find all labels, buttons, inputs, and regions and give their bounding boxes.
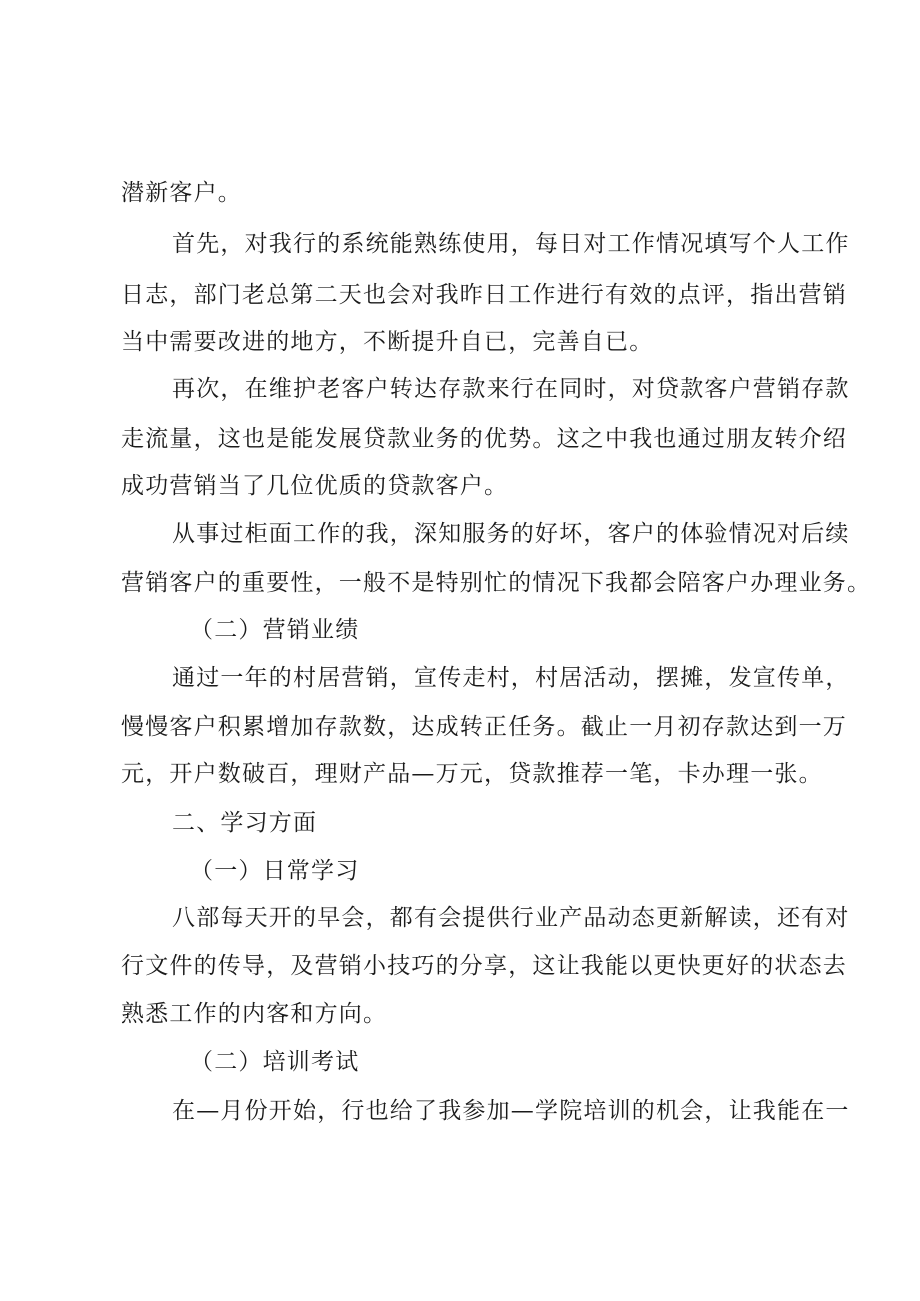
text-line: 走流量，这也是能发展贷款业务的优势。这之中我也通过朋友转介绍 [121,426,847,452]
text-line: 在—月份开始，行也给了我参加—学院培训的机会，让我能在一 [172,1098,850,1124]
text-line: 八部每天开的早会，都有会提供行业产品动态更新解读，还有对 [172,905,850,931]
text-line: 首先，对我行的系统能熟练使用，每日对工作情况填写个人工作 [172,231,850,257]
text-line: 熟悉工作的内客和方向。 [121,1001,388,1027]
text-line: 通过一年的村居营销，宣传走村，村居活动，摆摊，发宣传单， [172,665,850,691]
text-line: 行文件的传导，及营销小技巧的分享，这让我能以更快更好的状态去 [121,953,847,979]
text-line: 慢慢客户积累增加存款数，达成转正任务。截止一月初存款达到一万 [121,714,847,740]
section-heading: 二、学习方面 [172,810,318,836]
text-line: 营销客户的重要性，一般不是特别忙的情况下我都会陪客户办理业务。 [121,570,872,596]
text-line: 从事过柜面工作的我，深知服务的好坏，客户的体验情况对后续 [172,521,850,547]
text-line: 日志，部门老总第二天也会对我昨日工作进行有效的点评，指出营销 [121,282,847,308]
section-heading: （二）培训考试 [190,1049,360,1075]
section-heading: （一）日常学习 [190,858,360,884]
text-line: 当中需要改进的地方，不断提升自已，完善自已。 [121,329,654,355]
text-line: 元，开户数破百，理财产品—万元，贷款推荐一笔，卡办理一张。 [121,761,823,787]
text-line: 成功营销当了几位优质的贷款客户。 [121,473,509,499]
text-line: 潜新客户。 [121,180,242,206]
text-line: 再次，在维护老客户转达存款来行在同时，对贷款客户营销存款 [172,376,850,402]
section-heading: （二）营销业绩 [190,617,360,643]
